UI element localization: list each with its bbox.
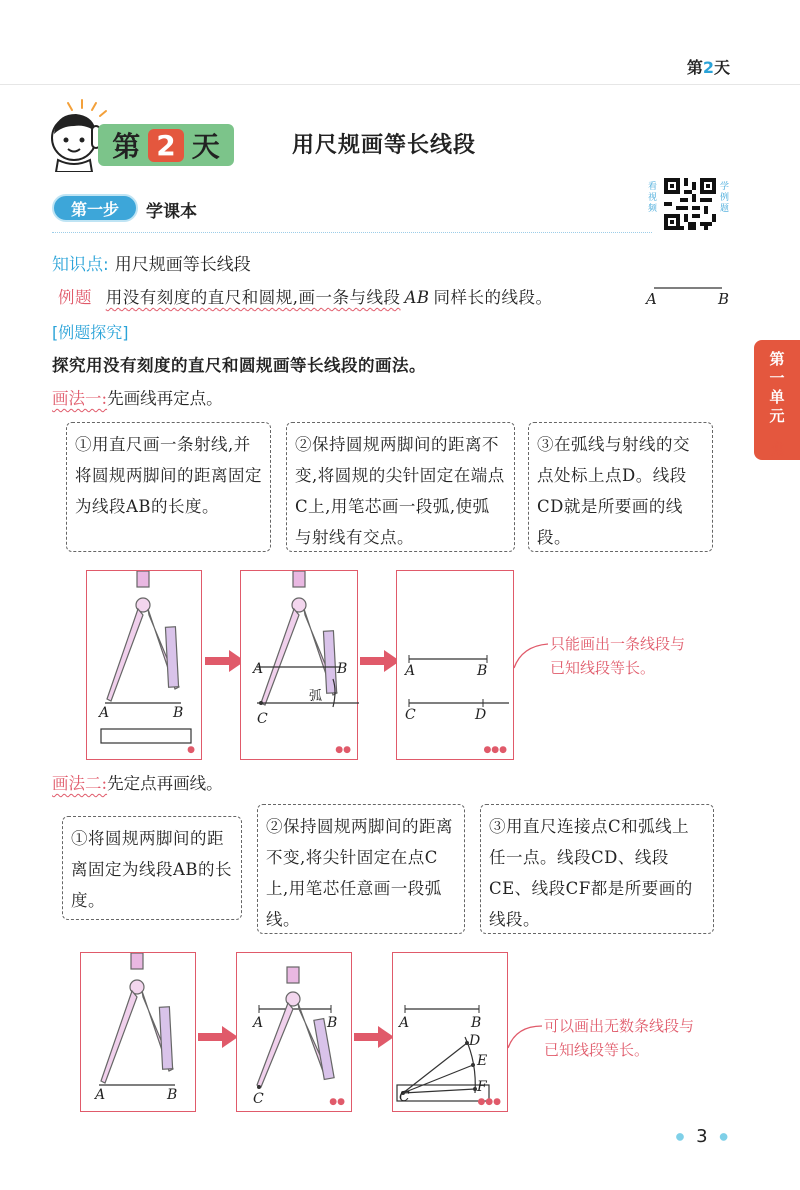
method1-step-2: ②保持圆规两脚间的距离不变,将圆规的尖针固定在端点C上,用笔芯画一段弧,使弧与射线有交点。 — [286, 422, 515, 552]
method2-step-1: ①将圆规两脚间的距离固定为线段AB的长度。 — [62, 816, 242, 920]
method2-title: 画法二: — [52, 774, 108, 793]
example-label: 例题 — [58, 288, 92, 307]
qr-right-text: 学例题 — [720, 182, 730, 214]
example-line — [58, 284, 553, 308]
m2f3-label-d: D — [469, 1033, 481, 1049]
m2f2-label-b: B — [327, 1015, 338, 1031]
page-number — [676, 1126, 728, 1147]
m2f3-label-b: B — [471, 1015, 482, 1031]
dot-marker: ●●● — [477, 1097, 501, 1107]
example-seg: AB — [404, 288, 430, 307]
qr-left-text: 看视频 — [648, 182, 658, 214]
m1f2-label-b: B — [337, 661, 348, 677]
method2-step-3: ③用直尺连接点C和弧线上任一点。线段CD、线段CE、线段CF都是所要画的线段。 — [480, 804, 714, 934]
page-number-value: 3 — [696, 1126, 708, 1147]
example-pt-a: A — [646, 290, 657, 308]
method2-note: 可以画出无数条线段与已知线段等长。 — [544, 1017, 695, 1059]
day-header-tag — [687, 55, 730, 78]
m1f3-label-c: C — [405, 707, 416, 723]
dot-marker: ●●● — [483, 745, 507, 755]
day-header-num: 2 — [702, 58, 714, 77]
knowledge-point — [52, 250, 251, 275]
explore-heading: 探究用没有刻度的直尺和圆规画等长线段的画法。 — [52, 356, 426, 375]
method2-figure-1 — [80, 952, 196, 1112]
banner-day-num: 2 — [148, 129, 183, 162]
banner-day-suffix: 天 — [191, 130, 220, 163]
method1-title: 画法一: — [52, 389, 108, 408]
dot-marker: ●● — [335, 745, 351, 755]
right-arrow-icon — [198, 1026, 238, 1048]
dot-marker: ●● — [329, 1097, 345, 1107]
m1f2-label-a: A — [253, 661, 264, 677]
knowledge-text: 用尺规画等长线段 — [114, 255, 251, 275]
qr-code-icon[interactable] — [664, 178, 716, 230]
note-pointer — [512, 640, 552, 670]
step-badge: 第一步 — [52, 194, 138, 222]
m1f3-label-a: A — [405, 663, 416, 679]
method1-subtitle: 先画线再定点。 — [107, 389, 223, 408]
example-text-b: 同样长的线段。 — [433, 288, 553, 307]
method2-figure-2 — [236, 952, 352, 1112]
unit-topic-label: 角 — [770, 440, 786, 458]
method2-step-2: ②保持圆规两脚间的距离不变,将尖针固定在点C上,用笔芯任意画一段弧线。 — [257, 804, 465, 934]
dot-marker: ● — [187, 745, 195, 755]
method1-title-line — [52, 385, 223, 409]
m2f3-label-e: E — [477, 1053, 488, 1069]
note-pointer — [506, 1020, 546, 1050]
method1-figure-2 — [240, 570, 358, 760]
m1f2-label-c: C — [257, 711, 268, 727]
explore-label: [例题探究] — [52, 323, 129, 342]
m2f3-label-c: C — [399, 1089, 410, 1105]
m1f1-label-b: B — [173, 705, 184, 721]
example-text-a: 用没有刻度的直尺和圆规,画一条与线段 — [105, 288, 401, 307]
m2f3-label-a: A — [399, 1015, 410, 1031]
m1f2-label-arc: 弧 — [309, 689, 323, 704]
method1-step-3: ③在弧线与射线的交点处标上点D。线段CD就是所要画的线段。 — [528, 422, 713, 552]
example-segment-figure — [642, 280, 732, 312]
method2-title-line — [52, 770, 223, 794]
right-arrow-icon — [354, 1026, 394, 1048]
m2f2-label-a: A — [253, 1015, 264, 1031]
m2f2-label-c: C — [253, 1091, 264, 1107]
method1-figure-1 — [86, 570, 202, 760]
knowledge-label: 知识点: — [52, 255, 109, 275]
m1f3-label-b: B — [477, 663, 488, 679]
m1f1-label-a: A — [99, 705, 110, 721]
page-dot-right: ● — [719, 1131, 728, 1143]
m2f1-label-b: B — [167, 1087, 178, 1103]
dotted-rule — [52, 232, 652, 233]
day-header-suffix: 天 — [713, 58, 730, 77]
step-label: 学课本 — [146, 202, 197, 222]
page-dot-left: ● — [675, 1131, 685, 1143]
day-banner — [98, 124, 234, 166]
page-title: 用尺规画等长线段 — [292, 133, 477, 158]
method2-subtitle: 先定点再画线。 — [107, 774, 223, 793]
unit-side-tab-label: 第一单元 — [769, 350, 785, 425]
banner-day-prefix: 第 — [112, 130, 141, 163]
m2f1-label-a: A — [95, 1087, 106, 1103]
right-arrow-icon — [205, 650, 245, 672]
header-rule — [0, 84, 800, 85]
method1-note: 只能画出一条线段与已知线段等长。 — [550, 635, 686, 677]
m1f3-label-d: D — [475, 707, 487, 723]
m2f3-label-f: F — [477, 1079, 487, 1095]
example-pt-b: B — [718, 290, 730, 308]
right-arrow-icon — [360, 650, 400, 672]
day-header-prefix: 第 — [686, 58, 703, 77]
method1-step-1: ①用直尺画一条射线,并将圆规两脚间的距离固定为线段AB的长度。 — [66, 422, 271, 552]
method2-figure-3 — [392, 952, 508, 1112]
method1-figure-3 — [396, 570, 514, 760]
